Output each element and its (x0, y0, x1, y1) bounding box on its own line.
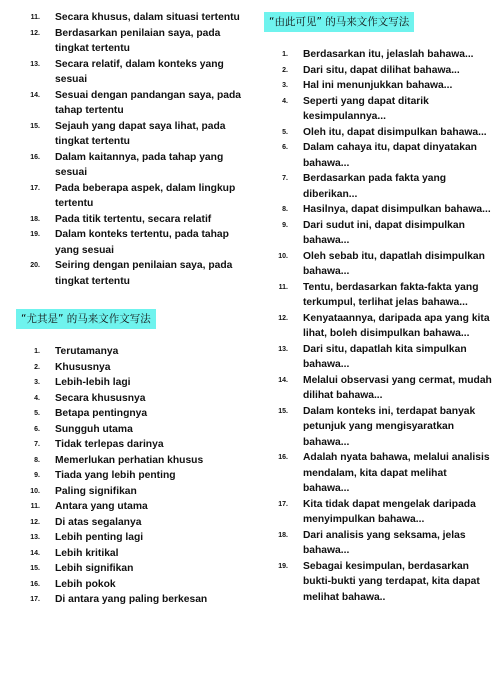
list-item (264, 311, 492, 342)
item-number: 11. (30, 14, 40, 21)
item-text: Sesuai dengan pandangan saya, pada tahap tertentu (55, 89, 241, 116)
item-number: 5. (34, 410, 40, 417)
list-item (264, 202, 492, 218)
item-text: Sebagai kesimpulan, berdasarkan bukti-bukti yang terdapat, kita dapat melihat bahawa.. (303, 560, 480, 603)
item-number: 14. (30, 91, 40, 99)
list-item (264, 497, 492, 528)
list-item (16, 26, 244, 57)
list-item (264, 125, 492, 141)
list-item (264, 373, 492, 404)
item-text: Dalam cahaya itu, dapat dinyatakan bahawa... (303, 142, 477, 169)
list-item (264, 94, 492, 125)
item-number: 12. (30, 29, 40, 37)
item-number: 2. (282, 66, 288, 74)
list-item (16, 437, 244, 453)
item-number: 13. (278, 345, 288, 353)
item-text: Pada titik tertentu, secara relatif (55, 213, 212, 225)
list-you-ci-ke-jian (264, 47, 492, 605)
item-text: Dalam kaitannya, pada tahap yang sesuai (55, 151, 224, 178)
item-number: 16. (278, 454, 288, 461)
list-item (16, 57, 244, 88)
item-text: Adalah nyata bahawa, melalui analisis mendalam, kita dapat melihat bahawa... (303, 452, 490, 494)
item-text: Betapa pentingnya (55, 408, 148, 419)
item-text: Hal ini menunjukkan bahawa... (303, 80, 453, 91)
list-item (16, 592, 244, 608)
item-number: 15. (30, 122, 40, 130)
item-text: Dalam konteks tertentu, pada tahap yang sesuai (55, 229, 229, 256)
item-number: 7. (282, 175, 288, 182)
item-text: Lebih signifikan (55, 563, 134, 574)
list-item (16, 453, 244, 469)
item-number: 16. (30, 580, 40, 588)
list-item (16, 150, 244, 181)
item-number: 15. (278, 407, 288, 415)
item-text: Berdasarkan itu, jelaslah bahawa... (303, 49, 474, 60)
item-text: Seperti yang dapat ditarik kesimpulannya... (303, 95, 429, 122)
item-number: 4. (282, 97, 288, 105)
item-text: Secara khususnya (55, 392, 146, 404)
item-text: Oleh itu, dapat disimpulkan bahawa... (303, 126, 487, 138)
item-text: Berdasarkan penilaian saya, pada tingkat tertentu (55, 27, 221, 54)
list-item (16, 119, 244, 150)
item-number: 14. (30, 549, 40, 557)
item-number: 14. (278, 376, 288, 384)
item-text: Paling signifikan (55, 485, 137, 497)
item-number: 19. (278, 562, 288, 570)
list-item (16, 344, 244, 360)
item-number: 1. (34, 348, 40, 355)
item-number: 7. (34, 441, 40, 448)
item-number: 17. (278, 500, 288, 508)
item-text: Tidak terlepas darinya (55, 439, 164, 450)
list-item (16, 499, 244, 515)
list-item (264, 171, 492, 202)
list-item (16, 375, 244, 391)
list-item (264, 47, 492, 63)
list-item (16, 181, 244, 212)
item-text: Terutamanya (55, 346, 119, 357)
item-number: 11. (30, 503, 40, 510)
item-number: 12. (30, 518, 40, 526)
item-number: 19. (30, 231, 40, 238)
list-item (16, 515, 244, 531)
item-number: 17. (30, 596, 40, 603)
list-item (16, 212, 244, 228)
list-item (16, 10, 244, 26)
item-number: 10. (30, 487, 40, 495)
item-text: Di antara yang paling berkesan (55, 594, 208, 605)
item-text: Pada beberapa aspek, dalam lingkup tertentu (55, 182, 236, 209)
list-item (264, 140, 492, 171)
item-text: Lebih pokok (55, 578, 116, 590)
item-text: Lebih penting lagi (55, 532, 144, 543)
item-text: Berdasarkan pada fakta yang diberikan... (303, 173, 447, 200)
list-item (264, 218, 492, 249)
item-number: 3. (34, 379, 40, 386)
item-text: Kenyataannya, daripada apa yang kita lihat, boleh disimpulkan bahawa... (303, 312, 490, 339)
list-item (16, 227, 244, 258)
list-item (16, 360, 244, 376)
item-text: Sungguh utama (55, 423, 133, 435)
item-text: Melalui observasi yang cermat, mudah dilihat bahawa... (303, 374, 492, 401)
item-number: 10. (278, 252, 288, 260)
list-item (264, 342, 492, 373)
item-number: 17. (30, 184, 40, 192)
list-item (16, 561, 244, 577)
item-text: Secara khusus, dalam situasi tertentu (55, 12, 240, 23)
list-item (16, 468, 244, 484)
list-item (16, 530, 244, 546)
list-you-qi-shi (16, 344, 244, 608)
item-number: 13. (30, 534, 40, 541)
section-heading-you-ci-ke-jian: “由此可见” 的马来文作文写法 (264, 12, 414, 32)
list-item (16, 577, 244, 593)
item-number: 4. (34, 394, 40, 402)
list-item (16, 406, 244, 422)
item-number: 15. (30, 565, 40, 572)
item-number: 6. (34, 425, 40, 433)
item-number: 8. (34, 456, 40, 464)
list-item (264, 63, 492, 79)
item-text: Sejauh yang dapat saya lihat, pada tingkat tertentu (55, 120, 226, 147)
item-number: 9. (34, 472, 40, 479)
item-text: Dari analisis yang seksama, jelas bahawa... (303, 529, 466, 556)
right-column (264, 0, 492, 605)
list-item (16, 88, 244, 119)
item-number: 11. (278, 283, 288, 291)
item-number: 18. (30, 215, 40, 223)
list-item (264, 78, 492, 94)
section-heading-you-qi-shi: “尤其是” 的马来文作文写法 (16, 309, 156, 329)
list-item (264, 404, 492, 451)
item-text: Tiada yang lebih penting (55, 470, 176, 481)
item-text: Memerlukan perhatian khusus (55, 454, 204, 466)
left-column (16, 0, 244, 608)
item-number: 6. (282, 144, 288, 151)
item-number: 16. (30, 153, 40, 161)
item-text: Tentu, berdasarkan fakta-fakta yang terkumpul, terlihat jelas bahawa... (303, 281, 479, 308)
list-item (264, 249, 492, 280)
list-item (16, 391, 244, 407)
item-text: Dalam konteks ini, terdapat banyak petunjuk yang mengisyaratkan bahawa... (303, 405, 476, 448)
list-item (264, 280, 492, 311)
item-text: Oleh sebab itu, dapatlah disimpulkan bahawa... (303, 250, 485, 277)
item-number: 3. (282, 82, 288, 89)
item-number: 5. (282, 128, 288, 136)
item-text: Hasilnya, dapat disimpulkan bahawa... (303, 204, 491, 215)
item-text: Lebih-lebih lagi (55, 377, 131, 388)
list-item (16, 422, 244, 438)
item-number: 2. (34, 363, 40, 371)
list-item (16, 484, 244, 500)
list-item (16, 258, 244, 289)
item-text: Secara relatif, dalam konteks yang sesuai (55, 58, 224, 85)
item-text: Lebih kritikal (55, 547, 119, 559)
item-number: 13. (30, 60, 40, 68)
item-text: Dari situ, dapatlah kita simpulkan bahawa... (303, 343, 467, 370)
list-item (264, 559, 492, 606)
list-item (264, 450, 492, 497)
list-left-top (16, 10, 244, 289)
item-number: 1. (282, 51, 288, 58)
item-number: 12. (278, 314, 288, 322)
item-number: 8. (282, 206, 288, 213)
list-item (264, 528, 492, 559)
item-text: Seiring dengan penilaian saya, pada tingkat tertentu (55, 260, 233, 287)
list-item (16, 546, 244, 562)
item-number: 18. (278, 531, 288, 539)
item-number: 20. (30, 262, 40, 269)
item-text: Antara yang utama (55, 501, 148, 512)
item-number: 9. (282, 221, 288, 229)
item-text: Di atas segalanya (55, 516, 142, 528)
item-text: Khususnya (55, 361, 111, 373)
item-text: Dari situ, dapat dilihat bahawa... (303, 64, 460, 76)
item-text: Dari sudut ini, dapat disimpulkan bahawa... (303, 219, 465, 246)
item-text: Kita tidak dapat mengelak daripada menyimpulkan bahawa... (303, 498, 476, 525)
